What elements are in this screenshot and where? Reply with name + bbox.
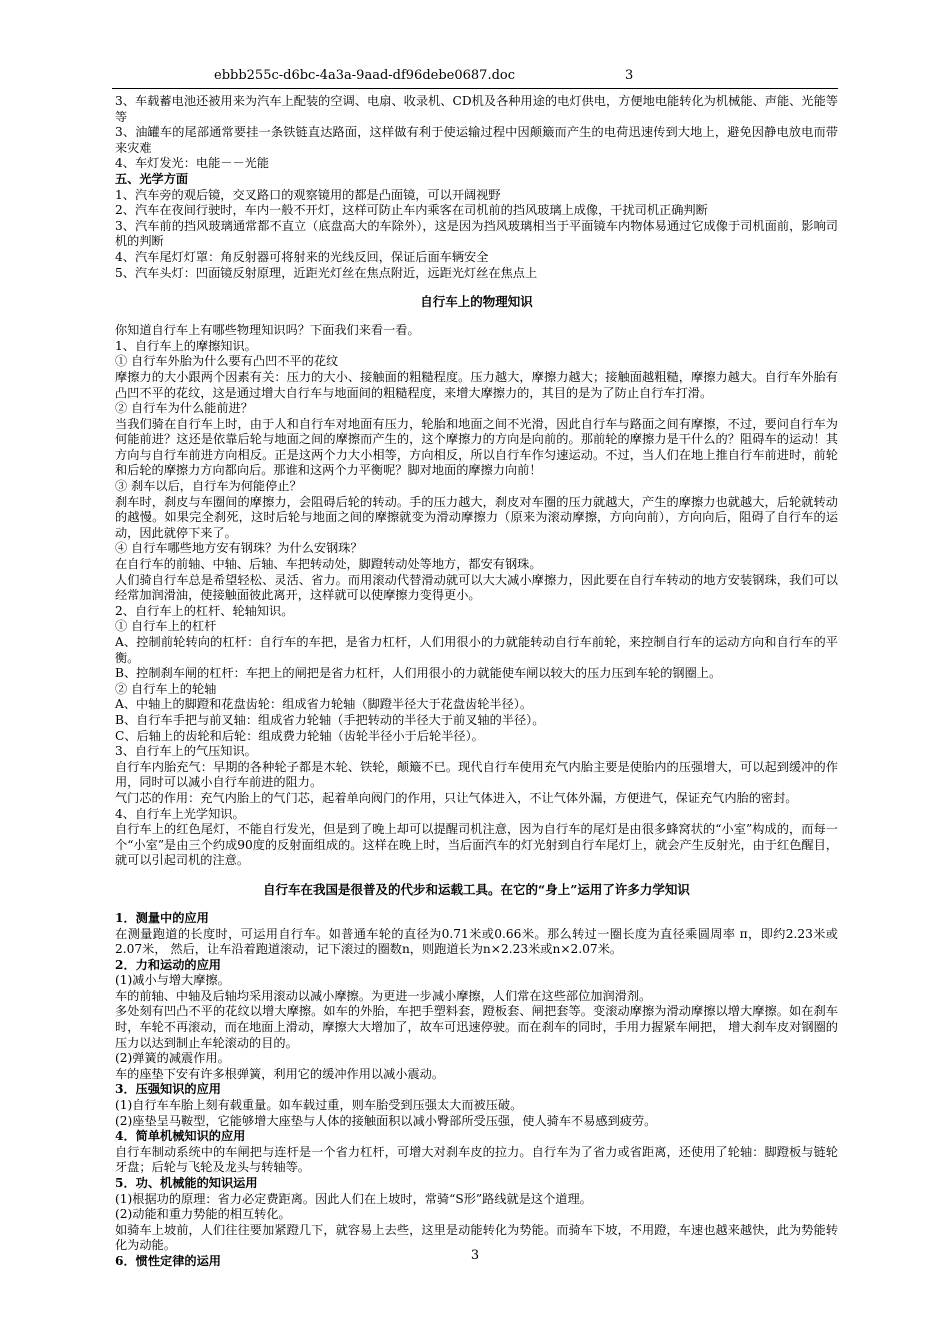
paragraph: 1、汽车旁的观后镜，交叉路口的观察镜用的都是凸面镜，可以开阔视野 <box>115 187 501 202</box>
footer-page-number: 3 <box>470 1248 480 1263</box>
document-filename: ebbb255c-d6bc-4a3a-9aad-df96debe0687.doc <box>214 68 516 83</box>
paragraph: 自行车内胎充气：早期的各种轮子都是木轮、铁轮，颠簸不已。现代自行车使用充气内胎主要是使胎内的压强增大，可以起到缓冲的作用，同时可以减小自行车前进的阻力。 <box>115 759 838 790</box>
paragraph: ② 自行车为什么能前进？ <box>115 401 253 416</box>
paragraph: 3、车载蓄电池还被用来为汽车上配装的空调、电扇、收录机、CD机及各种用途的电灯供电，方便地电能转化为机械能、声能、光能等等 <box>115 94 838 124</box>
paragraph: 在测量跑道的长度时，可运用自行车。如普通车轮的直径为0.71米或0.66米。那么转过一圈长度为直径乘圆周率 π，即约2.23米或2.07米， 然后，让车沿着跑道滚动，记下滚过的圈数n，则跑道长为n×2.23米或n×2.07米。 <box>115 926 838 957</box>
paragraph: 3、自行车上的气压知识。 <box>115 744 257 759</box>
header-divider <box>112 88 838 89</box>
paragraph: (2)弹簧的减震作用。 <box>115 1051 230 1066</box>
paragraph: ① 自行车外胎为什么要有凸凹不平的花纹 <box>115 354 339 369</box>
paragraph: 车的前轴、中轴及后轴均采用滚动以减小摩擦。为更进一步减小摩擦，人们常在这些部位加润滑剂。 <box>115 988 652 1003</box>
subsection-heading: 2．力和运动的应用 <box>115 957 221 972</box>
subsection-heading: 1．测量中的应用 <box>115 910 209 925</box>
paragraph: 在自行车的前轴、中轴、后轴、车把转动处，脚蹬转动处等地方，都安有钢珠。 <box>115 557 542 572</box>
subsection-heading: 6．惯性定律的运用 <box>115 1253 221 1268</box>
paragraph: ② 自行车上的轮轴 <box>115 681 217 696</box>
paragraph: 如骑车上坡前，人们往往要加紧蹬几下，就容易上去些，这里是动能转化为势能。而骑车下坡，不用蹬，车速也越来越快，此为势能转化为动能。 <box>115 1222 838 1253</box>
paragraph: 2、汽车在夜间行驶时，车内一般不开灯，这样可防止车内乘客在司机前的挡风玻璃上成像，干扰司机正确判断 <box>115 203 708 218</box>
paragraph: 4、汽车尾灯灯罩：角反射器可将射来的光线反回，保证后面车辆安全 <box>115 249 489 264</box>
paragraph: 2、自行车上的杠杆、轮轴知识。 <box>115 603 294 618</box>
paragraph: 气门芯的作用：充气内胎上的气门芯，起着单向阀门的作用，只让气体进入，不让气体外漏，方便进气，保证充气内胎的密封。 <box>115 790 798 805</box>
paragraph: 刹车时，刹皮与车圈间的摩擦力，会阻碍后轮的转动。手的压力越大，刹皮对车圈的压力就越大，产生的摩擦力也就越大，后轮就转动的越慢。如果完全刹死，这时后轮与地面之间的摩擦就变为滑动摩擦力（原来为滚动摩擦，方向向前），方向向后，阻碍了自行车的运动，因此就停下来了。 <box>115 494 838 540</box>
paragraph: 人们骑自行车总是希望轻松、灵活、省力。而用滚动代替滑动就可以大大减小摩擦力，因此要在自行车转动的地方安装钢珠，我们可以经常加润滑油，使接触面彼此离开，这样就可以使摩擦力变得更小。 <box>115 572 838 603</box>
paragraph: B、自行车手把与前叉轴：组成省力轮轴（手把转动的半径大于前叉轴的半径）。 <box>115 712 545 727</box>
paragraph: ① 自行车上的杠杆 <box>115 619 217 634</box>
spacer <box>115 310 838 323</box>
spacer <box>115 898 838 911</box>
paragraph: 4、自行车上光学知识。 <box>115 806 245 821</box>
paragraph: 5、汽车头灯：凹面镜反射原理，近距光灯丝在焦点附近，远距光灯丝在焦点上 <box>115 265 538 280</box>
paragraph: C、后轴上的齿轮和后轮：组成费力轮轴（齿轮半径小于后轮半径）。 <box>115 728 484 743</box>
paragraph: 3、油罐车的尾部通常要挂一条铁链直达路面，这样做有利于使运输过程中因颠簸而产生的电荷迅速传到大地上，避免因静电放电而带来灾难 <box>115 125 838 155</box>
header-page-number: 3 <box>625 68 634 83</box>
paragraph: 当我们骑在自行车上时，由于人和自行车对地面有压力，轮胎和地面之间不光滑，因此自行车与路面之间有摩擦，不过，要问自行车为何能前进？这还是依靠后轮与地面之间的摩擦而产生的，这个摩擦力的方向是向前的。那前轮的摩擦力是干什么的？阻碍车的运动！其方向与自行车前进方向相反。正是这两个力大小相等，方向相反，所以自行车作匀速运动。不过，当人们在地上推自行车前进时，前轮和后轮的摩擦力方向都向后。那谁和这两个力平衡呢？脚对地面的摩擦力向前！ <box>115 416 838 478</box>
spacer <box>115 281 838 294</box>
subsection-heading: 4．简单机械知识的应用 <box>115 1129 246 1144</box>
subsection-heading: 五、光学方面 <box>115 171 189 186</box>
subsection-heading: 3．压强知识的应用 <box>115 1082 221 1097</box>
paragraph: (1)减小与增大摩擦。 <box>115 973 230 988</box>
paragraph: (2)动能和重力势能的相互转化。 <box>115 1207 291 1222</box>
paragraph: (1)自行车车胎上刻有载重量。如车载过重，则车胎受到压强太大而被压破。 <box>115 1098 523 1113</box>
spacer <box>115 869 838 882</box>
paragraph: B、控制刹车闸的杠杆：车把上的闸把是省力杠杆，人们用很小的力就能使车闸以较大的压力压到车轮的钢圈上。 <box>115 666 722 681</box>
paragraph: ③ 刹车以后，自行车为何能停止？ <box>115 479 302 494</box>
paragraph: 自行车制动系统中的车闸把与连杆是一个省力杠杆，可增大对刹车皮的拉力。自行车为了省力或省距离，还使用了轮轴：脚蹬板与链轮牙盘；后轮与飞轮及龙头与转轴等。 <box>115 1144 838 1175</box>
subsection-heading: 5．功、机械能的知识运用 <box>115 1176 258 1190</box>
page-header <box>0 68 950 86</box>
paragraph: A、中轴上的脚蹬和花盘齿轮：组成省力轮轴（脚蹬半径大于花盘齿轮半径）。 <box>115 697 533 712</box>
paragraph: 车的座垫下安有许多根弹簧，利用它的缓冲作用以减小震动。 <box>115 1066 445 1081</box>
paragraph: 多处刻有凹凸不平的花纹以增大摩擦。如车的外胎，车把手塑料套，蹬板套、闸把套等。变滚动摩擦为滑动摩擦以增大摩擦。如在刹车时，车轮不再滚动，而在地面上滑动，摩擦大大增加了，故车可迅速停驶。而在刹车的同时，手用力握紧车闸把， 增大刹车皮对钢圈的压力以达到制止车轮滚动的目的。 <box>115 1004 838 1050</box>
page-footer <box>0 1248 950 1263</box>
paragraph: 4、车灯发光：电能－－光能 <box>115 156 270 171</box>
paragraph: (2)座垫呈马鞍型，它能够增大座垫与人体的接触面积以减小臀部所受压强，使人骑车不易感到疲劳。 <box>115 1113 657 1128</box>
paragraph: A、控制前轮转向的杠杆：自行车的车把，是省力杠杆，人们用很小的力就能转动自行车前轮，来控制自行车的运动方向和自行车的平衡。 <box>115 635 838 665</box>
paragraph: 3、汽车前的挡风玻璃通常都不直立（底盘高大的车除外），这是因为挡风玻璃相当于平面镜车内物体易通过它成像于司机面前，影响司机的判断 <box>115 218 838 249</box>
paragraph: 自行车上的红色尾灯，不能自行发光，但是到了晚上却可以提醒司机注意，因为自行车的尾灯是由很多蜂窝状的“小室”构成的，而每一个“小室”是由三个约成90度的反射面组成的。这样在晚上时，当后面汽车的灯光射到自行车尾灯上，就会产生反射光，由于红色醒目，就可以引起司机的注意。 <box>115 822 838 868</box>
paragraph: (1)根据功的原理：省力必定费距离。因此人们在上坡时，常骑“S形”路线就是这个道理。 <box>115 1191 592 1206</box>
paragraph: 摩擦力的大小跟两个因素有关：压力的大小、接触面的粗糙程度。压力越大，摩擦力越大；接触面越粗糙，摩擦力越大。自行车外胎有凸凹不平的花纹，这是通过增大自行车与地面间的粗糙程度，来增大摩擦力的，其目的是为了防止自行车打滑。 <box>115 369 838 400</box>
document-body <box>115 94 838 1270</box>
section-heading: 自行车上的物理知识 <box>420 294 533 310</box>
paragraph: 你知道自行车上有哪些物理知识吗？下面我们来看一看。 <box>115 323 420 338</box>
section-heading: 自行车在我国是很普及的代步和运载工具。在它的“身上”运用了许多力学知识 <box>263 881 690 897</box>
paragraph: 1、自行车上的摩擦知识。 <box>115 338 257 353</box>
paragraph: ④ 自行车哪些地方安有钢珠？为什么安钢珠？ <box>115 541 363 556</box>
